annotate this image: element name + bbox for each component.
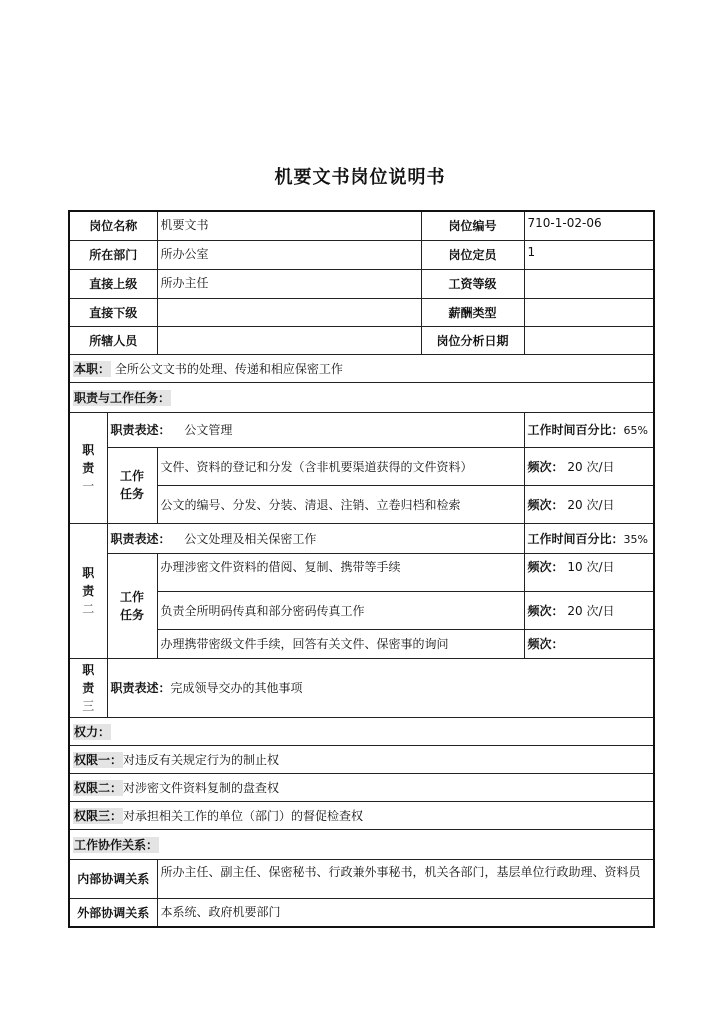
job-description-table: [68, 210, 655, 928]
headcount-label: 岗位定员: [421, 240, 524, 269]
position-name-label: 岗位名称: [69, 211, 157, 240]
authority-header: 权力：: [74, 724, 111, 739]
supervisor-value: 所办主任: [157, 269, 421, 298]
internal-coop-row: [69, 859, 654, 898]
pay-type-label: 薪酬类型: [421, 298, 524, 326]
resp2-task1-text: 办理涉密文件资料的借阅、复制、携带等手续: [157, 553, 524, 591]
resp2-task2-text: 负责全所明码传真和部分密码传真工作: [157, 591, 524, 629]
authority-2-text: 对涉密文件资料复制的盘查权: [123, 780, 280, 795]
salary-grade-label: 工资等级: [421, 269, 524, 298]
resp1-side-label: 职 责 一: [69, 412, 107, 523]
position-code-label: 岗位编号: [421, 211, 524, 240]
page-title: 机要文书岗位说明书: [274, 167, 446, 188]
position-name-value: 机要文书: [157, 211, 421, 240]
supervisor-label: 直接上级: [69, 269, 157, 298]
info-row-1: [69, 211, 654, 240]
pay-type-value: [524, 298, 654, 326]
info-row-3: [69, 269, 654, 298]
resp2-task-label: 工作 任务: [107, 553, 157, 658]
info-row-2: [69, 240, 654, 269]
authority-row-1: [69, 745, 654, 773]
analysis-date-value: [524, 326, 654, 354]
resp2-task3-freq-label: 频次：: [527, 637, 564, 651]
headcount-value: 1: [524, 240, 654, 269]
department-value: 所办公室: [157, 240, 421, 269]
resp2-task1-row: [69, 553, 654, 591]
resp2-side-label: 职 责 二: [69, 523, 107, 658]
resp2-task2-freq: 20 次/日: [567, 603, 615, 618]
staff-value: [157, 326, 421, 354]
external-coop-text: 本系统、政府机要部门: [157, 898, 654, 927]
resp2-task3-row: [69, 629, 654, 658]
resp1-task-label: 工作 任务: [107, 447, 157, 523]
internal-coop-text: 所办主任、副主任、保密秘书、行政兼外事秘书，机关各部门，基层单位行政助理、资料员: [157, 859, 654, 898]
authority-1-label: 权限一：: [74, 752, 123, 767]
responsibilities-header: 职责与工作任务：: [74, 390, 171, 405]
authority-1-text: 对违反有关规定行为的制止权: [123, 752, 280, 767]
resp1-time-value: 65%: [623, 424, 648, 437]
resp1-task1-text: 文件、资料的登记和分发（含非机要渠道获得的文件资料）: [157, 447, 524, 485]
resp1-task1-freq: 20 次/日: [567, 459, 615, 474]
resp2-desc-row: [69, 523, 654, 553]
authority-row-3: [69, 801, 654, 829]
resp3-row: [69, 658, 654, 717]
resp2-task1-freq: 10 次/日: [567, 559, 615, 574]
position-code-value: 710-1-02-06: [524, 211, 654, 240]
duty-row: [69, 354, 654, 382]
resp1-desc-row: [69, 412, 654, 447]
authority-header-row: [69, 717, 654, 745]
responsibilities-header-row: [69, 382, 654, 412]
external-coop-row: [69, 898, 654, 927]
info-row-5: [69, 326, 654, 354]
external-coop-label: 外部协调关系: [69, 898, 157, 927]
coop-header-row: [69, 829, 654, 859]
resp2-task1-freq-label: 频次：: [527, 559, 564, 574]
authority-row-2: [69, 773, 654, 801]
resp1-time-label: 工作时间百分比：: [527, 423, 624, 437]
resp2-desc-label: 职责表述：: [110, 531, 171, 546]
staff-label: 所辖人员: [69, 326, 157, 354]
resp3-desc: 完成领导交办的其他事项: [170, 681, 303, 695]
subordinate-value: [157, 298, 421, 326]
resp2-time-value: 35%: [623, 532, 648, 546]
resp2-task3-text: 办理携带密级文件手续，回答有关文件、保密事的询问: [157, 629, 524, 658]
authority-2-label: 权限二：: [74, 780, 123, 795]
resp1-task2-freq: 20 次/日: [567, 497, 615, 512]
salary-grade-value: [524, 269, 654, 298]
resp1-desc: 公文管理: [184, 423, 233, 437]
duty-text: 全所公文文书的处理、传递和相应保密工作: [114, 361, 343, 376]
subordinate-label: 直接下级: [69, 298, 157, 326]
resp3-desc-label: 职责表述：: [110, 681, 171, 695]
duty-label: 本职：: [74, 361, 111, 376]
analysis-date-label: 岗位分析日期: [421, 326, 524, 354]
resp2-task2-row: [69, 591, 654, 629]
authority-3-label: 权限三：: [74, 808, 123, 823]
resp1-task1-row: [69, 447, 654, 485]
resp3-side-label: 职 责 三: [69, 658, 107, 717]
authority-3-text: 对承担相关工作的单位（部门）的督促检查权: [123, 808, 364, 823]
resp2-time-label: 工作时间百分比：: [527, 531, 624, 546]
resp1-task2-row: [69, 485, 654, 523]
internal-coop-label: 内部协调关系: [69, 859, 157, 898]
coop-header: 工作协作关系：: [74, 837, 159, 852]
resp1-task1-freq-label: 频次：: [527, 459, 564, 474]
resp2-task2-freq-label: 频次：: [527, 603, 564, 618]
resp1-task2-text: 公文的编号、分发、分装、清退、注销、立卷归档和检索: [157, 485, 524, 523]
department-label: 所在部门: [69, 240, 157, 269]
info-row-4: [69, 298, 654, 326]
resp1-desc-label: 职责表述：: [110, 423, 171, 437]
resp2-desc: 公文处理及相关保密工作: [184, 531, 317, 546]
resp1-task2-freq-label: 频次：: [527, 497, 564, 512]
